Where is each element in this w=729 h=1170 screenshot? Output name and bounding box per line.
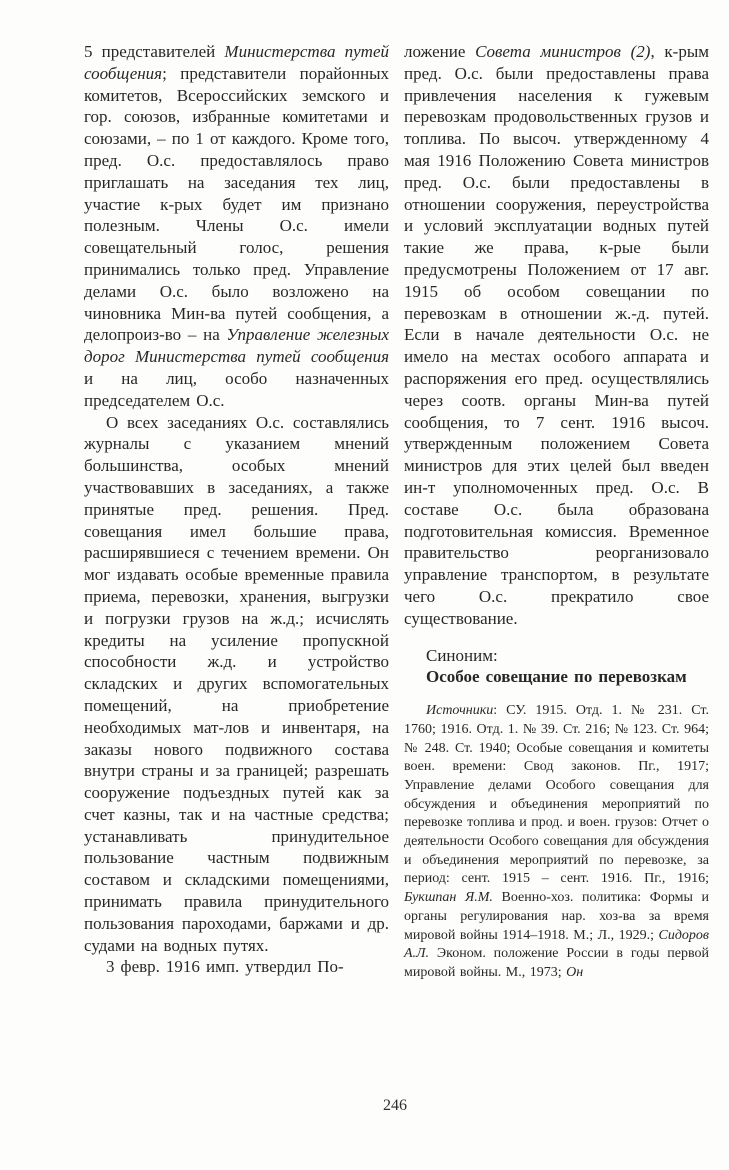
text-segment: Военно-хоз. политика: Формы и органы регулирования нар. хоз-ва за время мировой войны 1914–1918. М.; Л., 1929.; [404, 890, 709, 943]
text-segment: Букшпан Я.М. [404, 890, 493, 906]
paragraph-journals [84, 412, 389, 957]
sources-paragraph [404, 702, 709, 983]
text-segment: Сидоров А.Л. [404, 927, 709, 962]
synonym-heading [404, 666, 709, 688]
paragraph-decree-start [84, 956, 389, 978]
text-segment: 5 представителей [84, 42, 225, 61]
text-segment: , к-рым пред. О.с. были предоставлены права привлечения населения к гужевым перевозкам продовольственных грузов и топлива. По высоч. утвержденному 4 мая 1916 Положению Совета министров пред. О.с. были предоставлены в отношении сооружения, переустройства и условий эксплуатации водных путей такие же права, к-рые были предусмотрены Положением от 17 авг. 1915 об особом совещании по перевозкам в отношении ж.-д. путей. Если в начале деятельности О.с. не имело на местах особого аппарата и распоряжения его пред. осуществлялись через соотв. органы Мин-ва путей сообщения, то 7 сент. 1916 высоч. утвержденным положением Совета министров для этих целей был введен ин-т уполномоченных пред. О.с. В составе О.с. была образована подготовительная комиссия. Временное правительство реорганизовало управление транспортом, в результате чего О.с. прекратило свое существование. [404, 42, 709, 628]
synonym-label [404, 645, 709, 667]
text-segment: ; представители порайонных комитетов, Всероссийских земского и гор. союзов, избранные комитетами и союзами, – по 1 от каждого. Кроме того, пред. О.с. предоставлялось право приглашать на заседания тех лиц, участие к-рых будет им признано полезным. Члены О.с. имели совещательный голос, решения принимались только пред. Управление делами О.с. было возложено на чиновника Мин-ва путей сообщения, а делопроиз-во – на [84, 63, 389, 345]
paragraph-continuation [84, 41, 389, 412]
text-segment: Министерства путей сообщения [84, 42, 390, 83]
text-segment: О всех заседаниях О.с. составлялись журналы с указанием мнений большинства, особых мнений участвовавших в заседаниях, а также принятые пред. решения. Пред. совещания имел большие права, расширявшиеся с течением времени. Он мог издавать особые временные правила приема, перевозки, хранения, выгрузки и погрузки грузов на ж.д.; исчислять кредиты на усиление пропускной способности ж.д. и устройство складских и других вспомогательных помещений, на приобретение необходимых мат-лов и инвентаря, на заказы нового подвижного состава внутри страны и за границей; разрешать сооружение подъездных путей как за счет казны, так и на частные средства; устанавливать принудительное пользование частным подвижным составом и складскими помещениями, принимать правила принудительного пользования пароходами, баржами и др. судами на водных путях. [84, 412, 389, 955]
text-segment: : СУ. 1915. Отд. 1. № 231. Ст. 1760; 1916. Отд. 1. № 39. Ст. 216; № 123. Ст. 964; № 248. Ст. 1940; Особые совещания и комитеты воен. времени: Свод законов. Пг., 1917; Управление делами Особого совещания для обсуждения и объединения мероприятий по перевозке топлива и прод. и воен. грузов: Отчет о деятельности Особого совещания для обсуждения и объединения мероприятий по перевозке, за период: сент. 1915 – сент. 1916. Пг., 1916; [404, 703, 709, 887]
text-segment: 3 февр. 1916 имп. утвердил По- [106, 957, 344, 977]
text-segment: Эконом. положение России в годы первой мировой войны. М., 1973; [404, 946, 709, 980]
text-segment: Синоним: [426, 645, 498, 665]
text-segment: Особое совещание по перевозкам [426, 667, 687, 687]
text-segment: ложение [404, 42, 476, 61]
text-segment: и на лиц, особо назначенных председателем О.с. [84, 368, 389, 410]
right-column [404, 41, 709, 983]
text-segment: Совета министров (2) [475, 42, 651, 61]
text-segment: Источники [426, 703, 494, 719]
left-column [84, 41, 389, 983]
text-columns [84, 41, 709, 983]
paragraph-decree-continuation [404, 41, 709, 630]
page-number: 246 [383, 1097, 407, 1114]
text-segment: Управление железных дорог Министерства путей сообщения [84, 325, 389, 367]
text-segment: Он [566, 964, 584, 980]
